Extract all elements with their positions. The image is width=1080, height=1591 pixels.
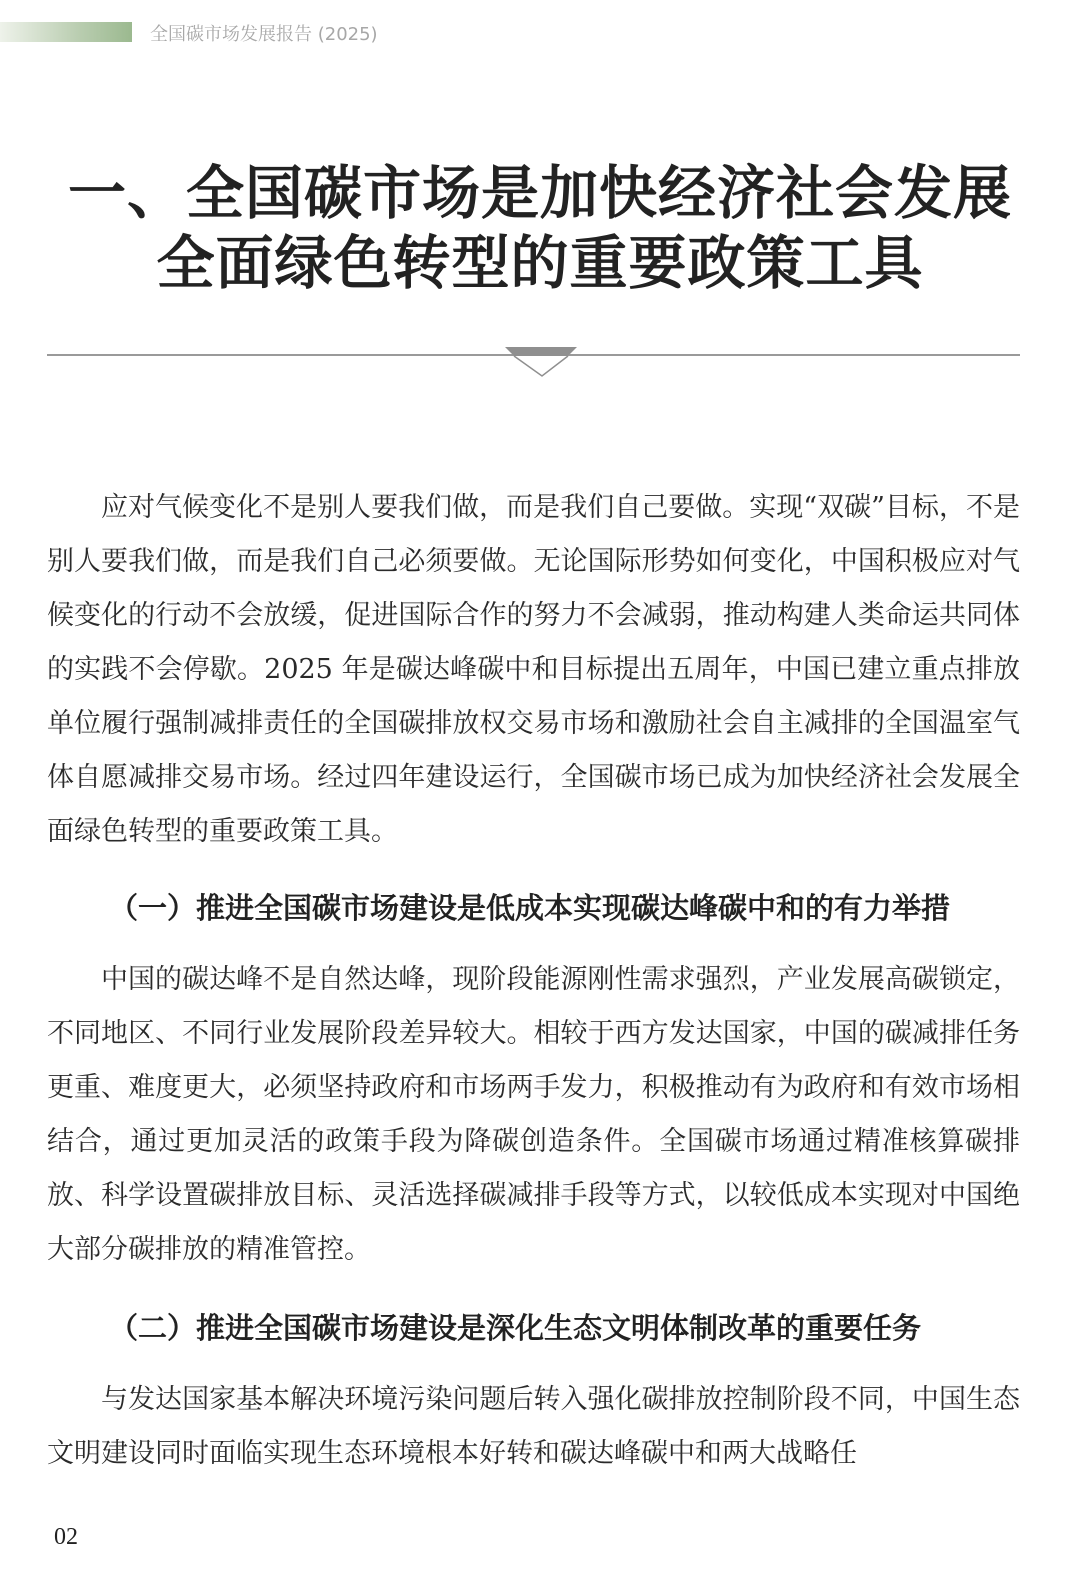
section2-paragraph: 与发达国家基本解决环境污染问题后转入强化碳排放控制阶段不同，中国生态文明建设同时面临实现生态环境根本好转和碳达峰碳中和两大战略任 bbox=[47, 1384, 1020, 1469]
header-accent-bar bbox=[0, 22, 132, 42]
running-title: 全国碳市场发展报告 (2025) bbox=[150, 24, 378, 45]
section1-heading: （一）推进全国碳市场建设是低成本实现碳达峰碳中和的有力举措 bbox=[109, 891, 951, 925]
page-number: 02 bbox=[54, 1524, 78, 1550]
chapter-title-line1: 一、全国碳市场是加快经济社会发展 bbox=[67, 159, 1012, 227]
document-body bbox=[47, 481, 1020, 1481]
title-divider bbox=[47, 340, 1020, 380]
section1-paragraph: 中国的碳达峰不是自然达峰，现阶段能源刚性需求强烈，产业发展高碳锁定，不同地区、不同行业发展阶段差异较大。相较于西方发达国家，中国的碳减排任务更重、难度更大，必须坚持政府和市场两手发力，积极推动有为政府和有效市场相结合，通过更加灵活的政策手段为降碳创造条件。全国碳市场通过精准核算碳排放、科学设置碳排放目标、灵活选择碳减排手段等方式，以较低成本实现对中国绝大部分碳排放的精准管控。 bbox=[47, 964, 1020, 1265]
intro-paragraph: 应对气候变化不是别人要我们做，而是我们自己要做。实现“双碳”目标，不是别人要我们做，而是我们自己必须要做。无论国际形势如何变化，中国积极应对气候变化的行动不会放缓，促进国际合作的努力不会减弱，推动构建人类命运共同体的实践不会停歇。2025 年是碳达峰碳中和目标提出五周年，中国已建立重点排放单位履行强制减排责任的全国碳排放权交易市场和激励社会自主减排的全国温室气体自愿减排交易市场。经过四年建设运行，全国碳市场已成为加快经济社会发展全面绿色转型的重要政策工具。 bbox=[47, 492, 1020, 847]
chapter-title-line2: 全面绿色转型的重要政策工具 bbox=[156, 229, 924, 297]
section2-heading: （二）推进全国碳市场建设是深化生态文明体制改革的重要任务 bbox=[109, 1311, 922, 1345]
